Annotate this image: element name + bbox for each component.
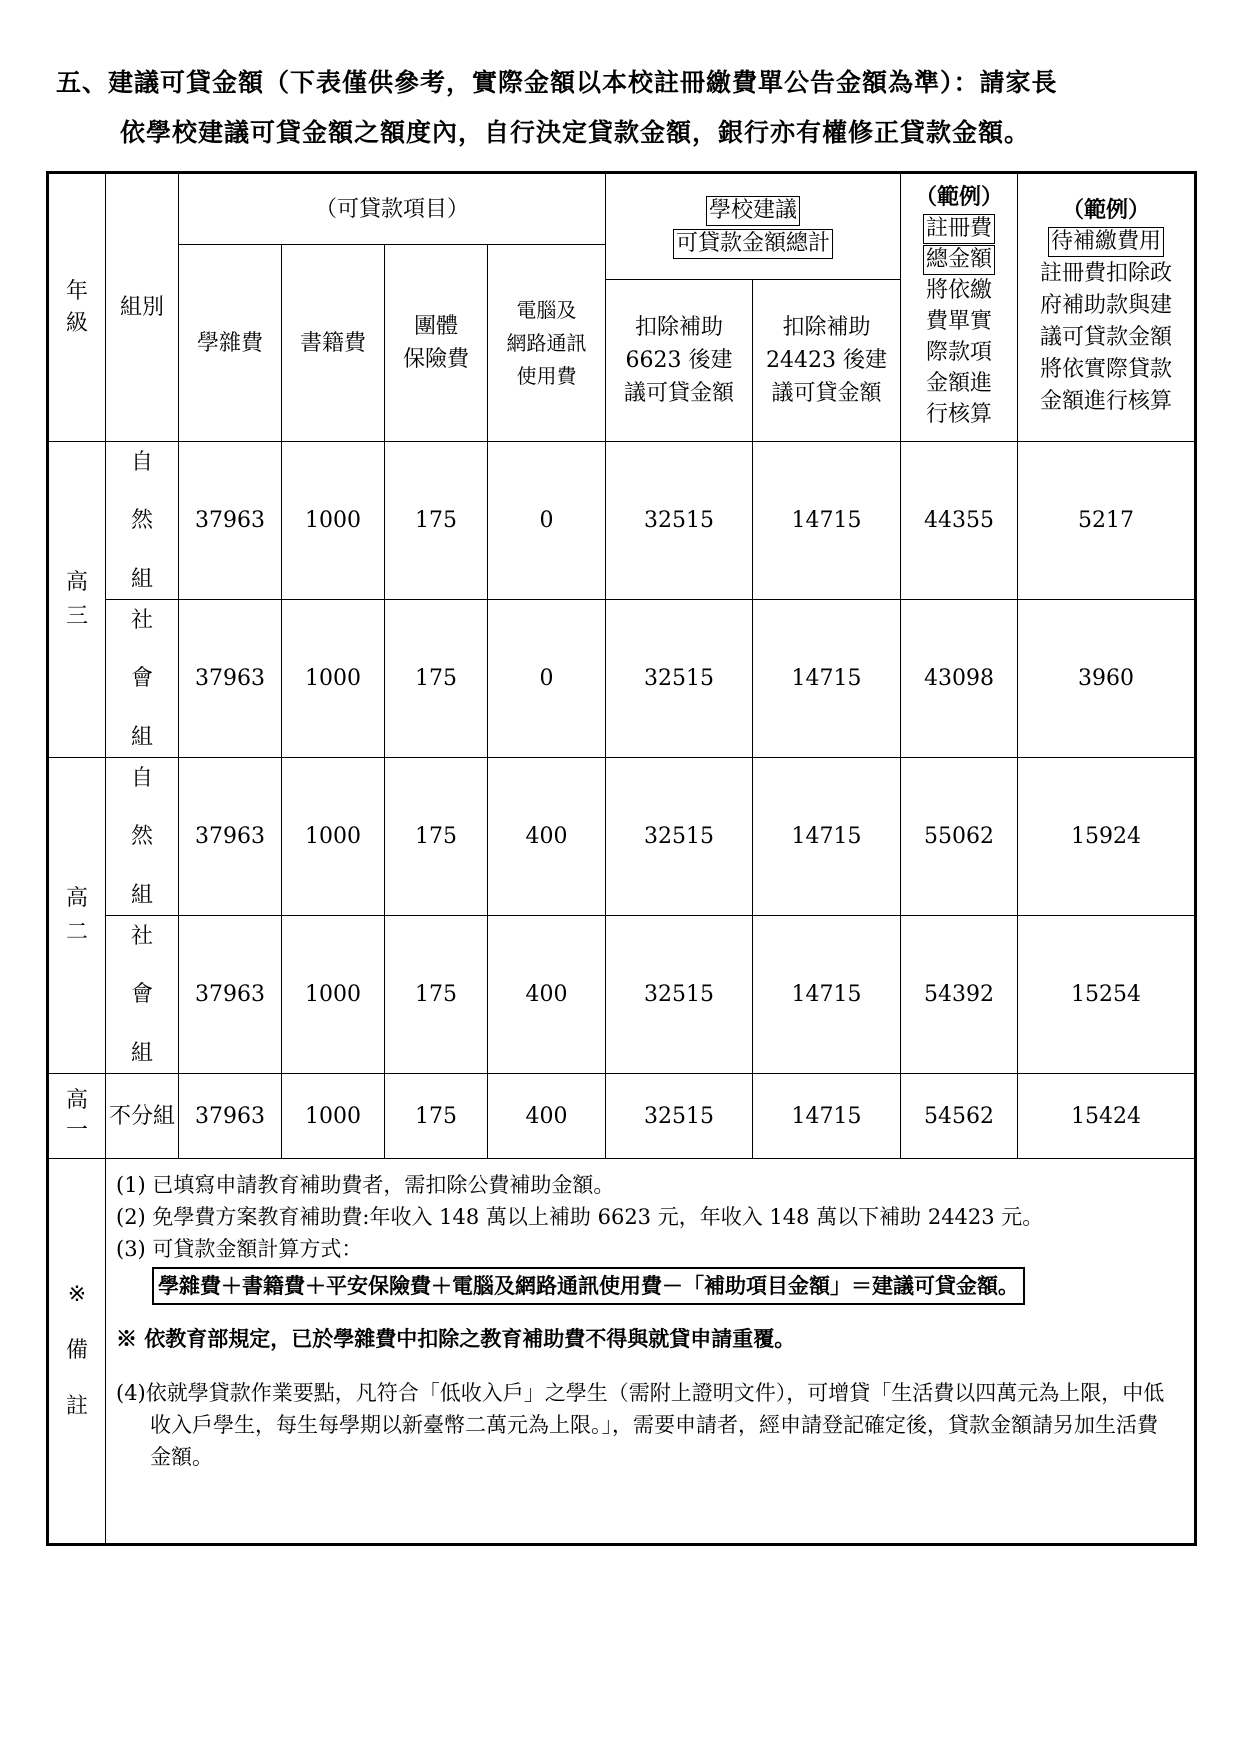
minus-24423-header bbox=[753, 280, 901, 442]
table-row bbox=[48, 600, 1196, 758]
tuition-cell: 37963 bbox=[179, 600, 282, 758]
example-2-desc-1: 註冊費扣除政 bbox=[1040, 261, 1173, 286]
minus-24423-cell: 14715 bbox=[753, 916, 901, 1074]
example-1-desc-1: 將依繳 bbox=[926, 278, 993, 303]
notes-label bbox=[48, 1159, 106, 1545]
grade-3-char-1: 高 bbox=[65, 569, 88, 595]
note-2: (2) 免學費方案教育補助費:年收入 148 萬以上補助 6623 元，年收入 148 萬以下補助 24423 元。 bbox=[116, 1205, 1044, 1229]
grade-cell-1 bbox=[48, 1074, 106, 1159]
computer-cell: 400 bbox=[488, 916, 606, 1074]
pending-cell: 15424 bbox=[1018, 1074, 1196, 1159]
school-suggest-header bbox=[606, 173, 901, 280]
school-suggest-label: 學校建議 bbox=[706, 196, 800, 226]
example-1-desc-5: 行核算 bbox=[926, 402, 993, 427]
insurance-cell: 175 bbox=[385, 442, 488, 600]
title-line-1: 五、建議可貸金額（下表僅供參考，實際金額以本校註冊繳費單公告金額為準）：請家長 bbox=[56, 68, 1058, 97]
example-1-desc-4: 金額進 bbox=[926, 371, 993, 396]
minus-24423-cell: 14715 bbox=[753, 600, 901, 758]
group-char: 會 bbox=[130, 982, 153, 1007]
example-1-label: （範例） bbox=[915, 184, 1004, 210]
group-header: 組別 bbox=[106, 173, 179, 442]
school-total-label: 可貸款金額總計 bbox=[673, 229, 833, 259]
computer-cell: 400 bbox=[488, 1074, 606, 1159]
insurance-cell: 175 bbox=[385, 758, 488, 916]
insurance-header-l2: 保險費 bbox=[402, 347, 469, 372]
minus-24423-l1: 扣除補助 bbox=[782, 315, 871, 340]
minus-24423-cell: 14715 bbox=[753, 1074, 901, 1159]
group-char: 然 bbox=[130, 508, 153, 533]
grade-cell-2 bbox=[48, 758, 106, 1074]
grade-3-char-2: 三 bbox=[65, 603, 88, 629]
example-2-desc-2: 府補助款與建 bbox=[1040, 293, 1173, 318]
minus-6623-cell: 32515 bbox=[606, 600, 753, 758]
formula-box: 學雜費＋書籍費＋平安保險費＋電腦及網路通訊使用費－「補助項目金額」＝建議可貸金額。 bbox=[152, 1267, 1025, 1305]
computer-cell: 400 bbox=[488, 758, 606, 916]
example-2-desc-5: 金額進行核算 bbox=[1040, 389, 1173, 414]
computer-header-l3: 使用費 bbox=[516, 363, 577, 388]
example-2-desc-3: 議可貸款金額 bbox=[1040, 325, 1173, 350]
group-cell-none: 不分組 bbox=[106, 1074, 179, 1159]
table-row bbox=[48, 916, 1196, 1074]
total-cell: 43098 bbox=[901, 600, 1018, 758]
insurance-header bbox=[385, 245, 488, 442]
notes-label-char-1: 備 bbox=[65, 1338, 88, 1363]
minus-6623-l2: 6623 後建 bbox=[625, 348, 733, 373]
example-total-header bbox=[901, 173, 1018, 442]
total-cell: 54562 bbox=[901, 1074, 1018, 1159]
group-cell bbox=[106, 758, 179, 916]
total-cell: 54392 bbox=[901, 916, 1018, 1074]
grade-cell-3 bbox=[48, 442, 106, 758]
books-cell: 1000 bbox=[282, 442, 385, 600]
group-char: 社 bbox=[130, 607, 153, 633]
loan-items-header: （可貸款項目） bbox=[179, 173, 606, 245]
grade-1-char-1: 高 bbox=[65, 1088, 88, 1113]
total-cell: 55062 bbox=[901, 758, 1018, 916]
grade-2-char-2: 二 bbox=[65, 919, 88, 945]
insurance-cell: 175 bbox=[385, 600, 488, 758]
minus-24423-l2: 24423 後建 bbox=[766, 348, 888, 373]
computer-header-l1: 電腦及 bbox=[516, 297, 577, 322]
example-1-desc-3: 際款項 bbox=[926, 340, 993, 365]
tuition-header: 學雜費 bbox=[179, 245, 282, 442]
insurance-cell: 175 bbox=[385, 1074, 488, 1159]
example-1-boxed-2: 總金額 bbox=[923, 245, 995, 275]
table-row bbox=[48, 442, 1196, 600]
insurance-header-l1: 團體 bbox=[413, 314, 458, 339]
group-char: 然 bbox=[130, 824, 153, 849]
group-char: 組 bbox=[130, 1040, 153, 1066]
grade-header-text: 年級 bbox=[65, 278, 88, 336]
minus-24423-cell: 14715 bbox=[753, 442, 901, 600]
group-char: 自 bbox=[130, 449, 153, 475]
total-cell: 44355 bbox=[901, 442, 1018, 600]
pending-cell: 15924 bbox=[1018, 758, 1196, 916]
minus-6623-l1: 扣除補助 bbox=[635, 315, 724, 340]
group-char: 會 bbox=[130, 666, 153, 691]
computer-header bbox=[488, 245, 606, 442]
books-cell: 1000 bbox=[282, 1074, 385, 1159]
books-cell: 1000 bbox=[282, 758, 385, 916]
minus-6623-cell: 32515 bbox=[606, 1074, 753, 1159]
example-2-label: （範例） bbox=[1062, 197, 1151, 223]
minus-6623-cell: 32515 bbox=[606, 442, 753, 600]
computer-cell: 0 bbox=[488, 600, 606, 758]
notes-label-mark: ※ bbox=[67, 1282, 87, 1307]
note-1: (1) 已填寫申請教育補助費者，需扣除公費補助金額。 bbox=[116, 1173, 615, 1197]
grade-1-char-2: 一 bbox=[65, 1118, 88, 1143]
notes-cell bbox=[106, 1159, 1196, 1545]
tuition-cell: 37963 bbox=[179, 758, 282, 916]
example-2-boxed: 待補繳費用 bbox=[1048, 227, 1164, 257]
group-char: 社 bbox=[130, 923, 153, 949]
note-3: (3) 可貸款金額計算方式： bbox=[116, 1237, 363, 1261]
group-cell bbox=[106, 442, 179, 600]
tuition-cell: 37963 bbox=[179, 1074, 282, 1159]
tuition-cell: 37963 bbox=[179, 442, 282, 600]
books-header: 書籍費 bbox=[282, 245, 385, 442]
minus-24423-l3: 議可貸金額 bbox=[771, 381, 882, 406]
group-char: 自 bbox=[130, 765, 153, 791]
example-1-boxed-1: 註冊費 bbox=[923, 214, 995, 244]
example-2-desc-4: 將依實際貸款 bbox=[1040, 357, 1173, 382]
minus-6623-cell: 32515 bbox=[606, 758, 753, 916]
group-cell bbox=[106, 916, 179, 1074]
grade-2-char-1: 高 bbox=[65, 885, 88, 911]
notes-label-char-2: 註 bbox=[65, 1394, 88, 1419]
tuition-cell: 37963 bbox=[179, 916, 282, 1074]
example-1-desc-2: 費單實 bbox=[926, 309, 993, 334]
table-row bbox=[48, 758, 1196, 916]
books-cell: 1000 bbox=[282, 600, 385, 758]
books-cell: 1000 bbox=[282, 916, 385, 1074]
group-char: 組 bbox=[130, 566, 153, 592]
computer-header-l2: 網路通訊 bbox=[506, 330, 587, 355]
insurance-cell: 175 bbox=[385, 916, 488, 1074]
loan-table bbox=[46, 171, 1197, 1546]
title-line-2: 依學校建議可貸金額之額度內，自行決定貸款金額，銀行亦有權修正貸款金額。 bbox=[120, 118, 1031, 147]
pending-cell: 5217 bbox=[1018, 442, 1196, 600]
pending-cell: 15254 bbox=[1018, 916, 1196, 1074]
minus-24423-cell: 14715 bbox=[753, 758, 901, 916]
note-4: (4)依就學貸款作業要點，凡符合「低收入戶」之學生（需附上證明文件），可增貸「生活費以四萬元為上限，中低收入戶學生，每生每學期以新臺幣二萬元為上限。」，需要申請者，經申請登記確定後，貸款金額請另加生活費金額。 bbox=[116, 1381, 1165, 1469]
group-cell bbox=[106, 600, 179, 758]
pending-cell: 3960 bbox=[1018, 600, 1196, 758]
group-char: 組 bbox=[130, 882, 153, 908]
group-char: 組 bbox=[130, 724, 153, 750]
grade-header bbox=[48, 173, 106, 442]
minus-6623-cell: 32515 bbox=[606, 916, 753, 1074]
page-title bbox=[56, 68, 1186, 147]
ministry-remark: ※ 依教育部規定，已於學雜費中扣除之教育補助費不得與就貸申請重覆。 bbox=[116, 1326, 796, 1351]
table-row bbox=[48, 1074, 1196, 1159]
minus-6623-header bbox=[606, 280, 753, 442]
computer-cell: 0 bbox=[488, 442, 606, 600]
example-pending-header bbox=[1018, 173, 1196, 442]
minus-6623-l3: 議可貸金額 bbox=[624, 381, 735, 406]
